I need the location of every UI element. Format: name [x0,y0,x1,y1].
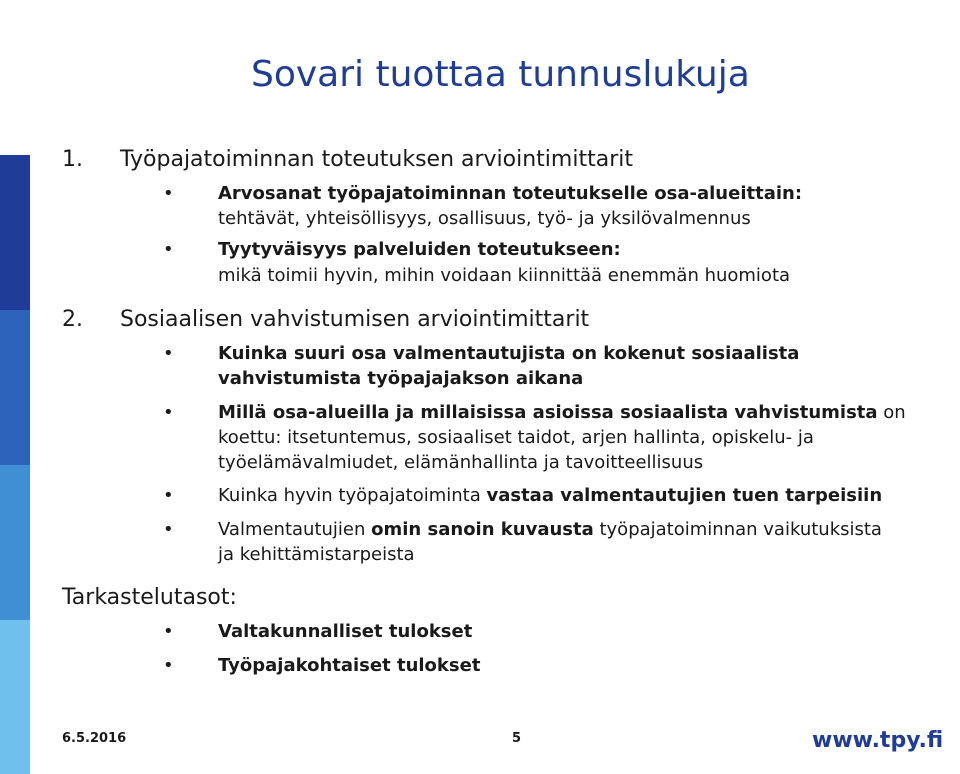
sidebar-color-band [0,0,30,774]
bullet-icon: • [163,183,174,204]
section1-heading: Työpajatoiminnan toteutuksen arviointimittarit [120,147,633,172]
bullet-icon: • [163,402,174,423]
s2-bullet2-line2: koettu: itsetuntemus, sosiaaliset taidot, arjen hallinta, opiskelu- ja [218,427,814,448]
s2-bullet1-line2: vahvistumista työpajajakson aikana [218,368,584,389]
sidebar-segment [0,465,30,620]
sidebar-segment [0,620,30,774]
section1-number: 1. [62,147,83,172]
levels-heading: Tarkastelutasot: [62,585,237,610]
s2-bullet3-bold: vastaa valmentautujien tuen tarpeisiin [486,485,883,506]
s2-bullet2-line1-rest: on [877,402,906,423]
footer-page-number: 5 [512,731,522,746]
sidebar-segment [0,0,30,155]
s1-bullet2-line2: mikä toimii hyvin, mihin voidaan kiinnittää enemmän huomiota [218,265,791,286]
s1-bullet1-line1: Arvosanat työpajatoiminnan toteutukselle osa-alueittain: [218,183,803,204]
s2-bullet1-line1: Kuinka suuri osa valmentautujista on kokenut sosiaalista [218,343,800,364]
s2-bullet4-line2: ja kehittämistarpeista [218,544,415,565]
levels-item-national: Valtakunnalliset tulokset [218,621,473,642]
s1-bullet1-line2: tehtävät, yhteisöllisyys, osallisuus, työ- ja yksilövalmennus [218,208,751,229]
s2-bullet3-pre: Kuinka hyvin työpajatoiminta [218,485,487,506]
s1-bullet2-line1: Tyytyväisyys palveluiden toteutukseen: [218,239,621,260]
s2-bullet2-line3: työelämävalmiudet, elämänhallinta ja tavoitteellisuus [218,452,704,473]
s2-bullet4-bold: omin sanoin kuvausta [371,519,594,540]
s2-bullet3-line1 [218,485,882,506]
bullet-icon: • [163,239,174,260]
s2-bullet4-pre: Valmentautujien [218,519,372,540]
bullet-icon: • [163,621,174,642]
footer-url: www.tpy.fi [812,728,944,753]
s2-bullet2-line1 [218,402,906,423]
sidebar-segment [0,155,30,310]
bullet-icon: • [163,485,174,506]
s2-bullet4-line1 [218,519,882,540]
bullet-icon: • [163,655,174,676]
section2-number: 2. [62,307,83,332]
bullet-icon: • [163,343,174,364]
bullet-icon: • [163,519,174,540]
s2-bullet2-line1-bold: Millä osa-alueilla ja millaisissa asioissa sosiaalista vahvistumista [218,402,878,423]
s2-bullet4-post: työpajatoiminnan vaikutuksista [593,519,882,540]
slide-title: Sovari tuottaa tunnuslukuja [251,54,750,95]
section2-heading: Sosiaalisen vahvistumisen arviointimittarit [120,307,590,332]
footer-date: 6.5.2016 [62,731,127,746]
levels-item-workshop: Työpajakohtaiset tulokset [218,655,481,676]
sidebar-segment [0,310,30,465]
